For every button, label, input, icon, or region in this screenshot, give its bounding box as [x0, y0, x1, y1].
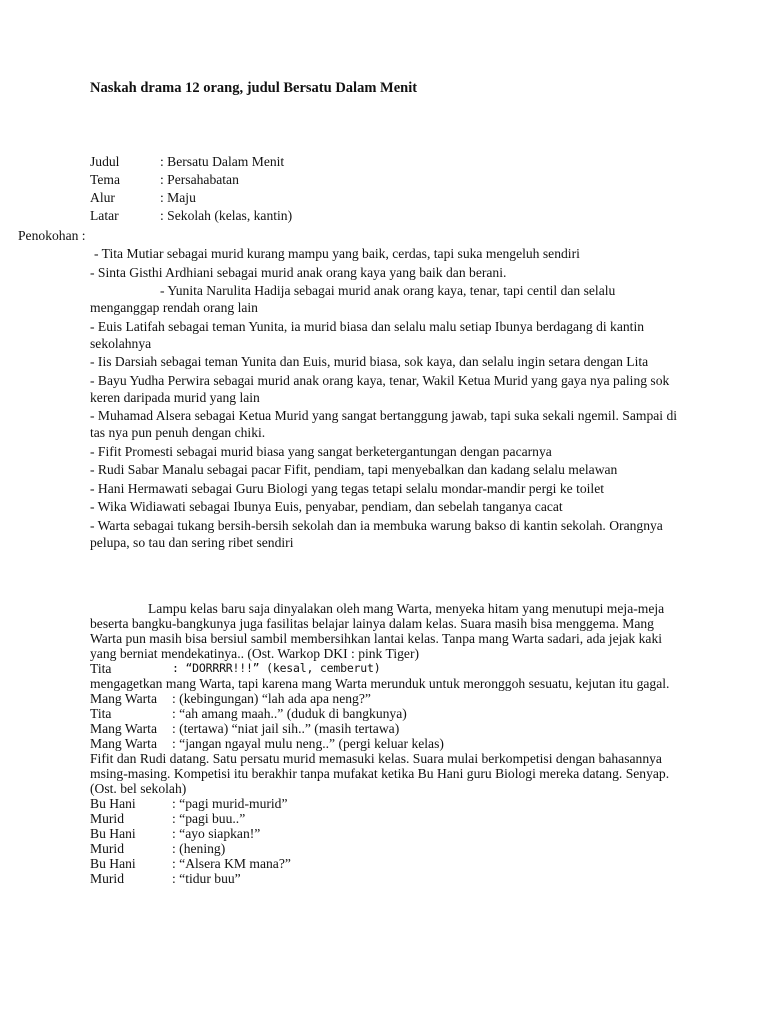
dialogue-speaker: Murid	[90, 871, 124, 886]
dialogue-text: : “ayo siapkan!”	[172, 826, 261, 841]
meta-key: Alur	[90, 190, 115, 205]
meta-table	[90, 153, 292, 225]
character-item: - Rudi Sabar Manalu sebagai pacar Fifit, pendiam, tapi menyebalkan dan kadang selalu melawan	[90, 462, 618, 477]
dialogue-line	[90, 871, 685, 886]
dialogue-line	[90, 826, 685, 841]
meta-row-tema	[90, 171, 292, 189]
narration-paragraph: (Ost. bel sekolah)	[90, 781, 187, 796]
dialogue-text: : (hening)	[172, 841, 226, 856]
dialogue-text: : “jangan ngayal mulu neng..” (pergi keluar kelas)	[172, 736, 444, 751]
character-item: - Sinta Gisthi Ardhiani sebagai murid anak orang kaya yang baik dan berani.	[90, 264, 507, 280]
penokohan-label: Penokohan :	[18, 228, 86, 243]
dialogue-line	[90, 856, 685, 871]
dialogue-speaker: Bu Hani	[90, 856, 136, 871]
dialogue-text: : “ah amang maah..” (duduk di bangkunya)	[172, 706, 407, 721]
dialogue-line	[90, 811, 685, 826]
dialogue-speaker: Mang Warta	[90, 736, 157, 751]
character-item: - Hani Hermawati sebagai Guru Biologi yang tegas tetapi selalu mondar-mandir pergi ke toilet	[90, 480, 605, 496]
meta-key: Judul	[90, 154, 120, 169]
meta-value: : Maju	[160, 190, 196, 205]
meta-row-latar	[90, 207, 292, 225]
dialogue-speaker: Tita	[90, 661, 112, 676]
character-item: - Fifit Promesti sebagai murid biasa yang sangat berketergantungan dengan pacarnya	[90, 443, 552, 459]
dialogue-line	[90, 721, 685, 736]
meta-key: Tema	[90, 172, 120, 187]
dialogue-speaker: Tita	[90, 706, 112, 721]
narration-paragraph: Lampu kelas baru saja dinyalakan oleh mang Warta, menyeka hitam yang menutupi meja-meja beserta bangku-bangkunya juga fasilitas belajar lainya dalam kelas. Suara masih bisa menggema. Mang Warta pun masih bisa bersiul sambil membersihkan lantai kelas. Tanpa mang Warta sadari, ada jejak kaki yang berniat mendekatinya.. (Ost. Warkop DKI : pink Tiger)	[90, 601, 665, 661]
dialogue-line	[90, 796, 685, 811]
character-item: - Warta sebagai tukang bersih-bersih sekolah dan ia membuka warung bakso di kantin sekolah. Orangnya pelupa, so tau dan sering ribet sendiri	[90, 517, 663, 550]
meta-value: : Bersatu Dalam Menit	[160, 154, 285, 169]
character-item: - Muhamad Alsera sebagai Ketua Murid yang sangat bertanggung jawab, tapi suka sekali ngemil. Sampai di tas nya pun penuh dengan chiki.	[90, 408, 678, 440]
dialogue-line	[90, 706, 685, 721]
dialogue-text: : “DORRRR!!!” (kesal, cemberut)	[172, 661, 381, 675]
story-body	[90, 601, 685, 886]
character-item: - Tita Mutiar sebagai murid kurang mampu yang baik, cerdas, tapi suka mengeluh sendiri	[94, 246, 580, 261]
dialogue-speaker: Mang Warta	[90, 721, 157, 736]
character-item: - Yunita Narulita Hadija sebagai murid anak orang kaya, tenar, tapi centil dan selalu menganggap rendah orang lain	[90, 283, 616, 315]
character-item: - Wika Widiawati sebagai Ibunya Euis, penyabar, pendiam, dan sebelah tanganya cacat	[90, 499, 563, 514]
character-item: - Iis Darsiah sebagai teman Yunita dan Euis, murid biasa, sok kaya, dan selalu ingin setara dengan Lita	[90, 354, 649, 369]
meta-row-alur	[90, 189, 292, 207]
character-item: - Bayu Yudha Perwira sebagai murid anak orang kaya, tenar, Wakil Ketua Murid yang gaya nya paling sok keren daripada murid yang lain	[90, 372, 670, 405]
dialogue-text: : “Alsera KM mana?”	[172, 856, 291, 871]
dialogue-speaker: Mang Warta	[90, 691, 157, 706]
dialogue-line	[90, 841, 685, 856]
dialogue-speaker: Bu Hani	[90, 796, 136, 811]
dialogue-text: : (tertawa) “niat jail sih..” (masih tertawa)	[172, 721, 400, 736]
dialogue-speaker: Murid	[90, 811, 124, 826]
meta-key: Latar	[90, 208, 119, 223]
meta-row-judul	[90, 153, 292, 171]
narration-paragraph: mengagetkan mang Warta, tapi karena mang Warta merunduk untuk meronggoh sesuatu, kejutan itu gagal.	[90, 676, 670, 691]
dialogue-line	[90, 691, 685, 706]
dialogue-text: : “tidur buu”	[172, 871, 241, 886]
meta-value: : Sekolah (kelas, kantin)	[160, 208, 293, 223]
dialogue-speaker: Bu Hani	[90, 826, 136, 841]
dialogue-line	[90, 661, 685, 676]
character-item: - Euis Latifah sebagai teman Yunita, ia murid biasa dan selalu malu setiap Ibunya berdagang di kantin sekolahnya	[90, 318, 645, 351]
dialogue-text: : (kebingungan) “lah ada apa neng?”	[172, 691, 371, 706]
dialogue-text: : “pagi murid-murid”	[172, 796, 288, 811]
document-title: Naskah drama 12 orang, judul Bersatu Dalam Menit	[90, 80, 418, 96]
dialogue-speaker: Murid	[90, 841, 124, 856]
character-list	[90, 245, 685, 552]
dialogue-text: : “pagi buu..”	[172, 811, 246, 826]
dialogue-line	[90, 736, 685, 751]
meta-value: : Persahabatan	[160, 172, 239, 187]
narration-paragraph: Fifit dan Rudi datang. Satu persatu murid memasuki kelas. Suara mulai berkompetisi dengan bahasannya msing-masing. Kompetisi itu berakhir tanpa mufakat ketika Bu Hani guru Biologi mereka datang. Senyap.	[90, 751, 670, 781]
